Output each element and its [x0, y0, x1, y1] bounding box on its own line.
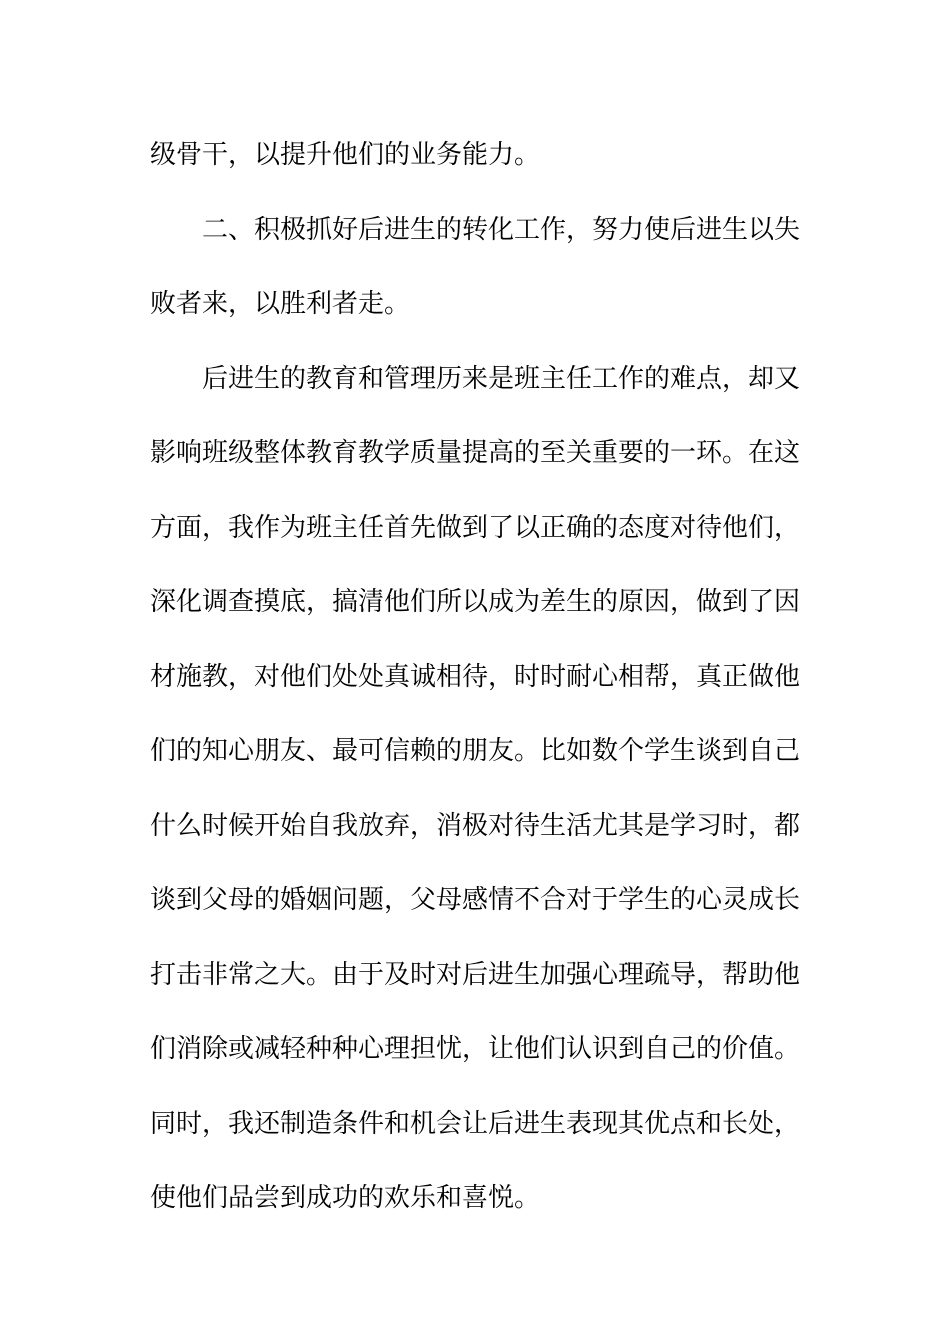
text-line: 级骨干，以提升他们的业务能力。 — [150, 140, 541, 170]
section-heading: 二、积极抓好后进生的转化工作，努力使后进生以失 — [202, 214, 800, 245]
text-line: 影响班级整体教育教学质量提高的至关重要的一环。在这 — [150, 438, 800, 468]
body-text — [150, 118, 800, 1236]
text-line: 材施教，对他们处处真诚相待，时时耐心相帮，真正做他 — [150, 661, 800, 692]
text-line: 使他们品尝到成功的欢乐和喜悦。 — [150, 1183, 541, 1213]
text-line: 们的知心朋友、最可信赖的朋友。比如数个学生谈到自己 — [150, 736, 800, 766]
text-line: 打击非常之大。由于及时对后进生加强心理疏导，帮助他 — [150, 959, 800, 990]
text-line: 什么时候开始自我放弃，消极对待生活尤其是学习时，都 — [150, 810, 800, 841]
text-line: 们消除或减轻种种心理担忧，让他们认识到自己的价值。 — [150, 1034, 800, 1064]
text-line: 同时，我还制造条件和机会让后进生表现其优点和长处， — [150, 1108, 800, 1139]
text-line: 方面，我作为班主任首先做到了以正确的态度对待他们， — [150, 512, 800, 543]
text-line: 深化调查摸底，搞清他们所以成为差生的原因，做到了因 — [150, 587, 800, 617]
text-line: 败者来，以胜利者走。 — [150, 289, 411, 319]
text-line: 谈到父母的婚姻问题，父母感情不合对于学生的心灵成长 — [150, 885, 800, 915]
text-line: 后进生的教育和管理历来是班主任工作的难点，却又 — [202, 363, 800, 394]
